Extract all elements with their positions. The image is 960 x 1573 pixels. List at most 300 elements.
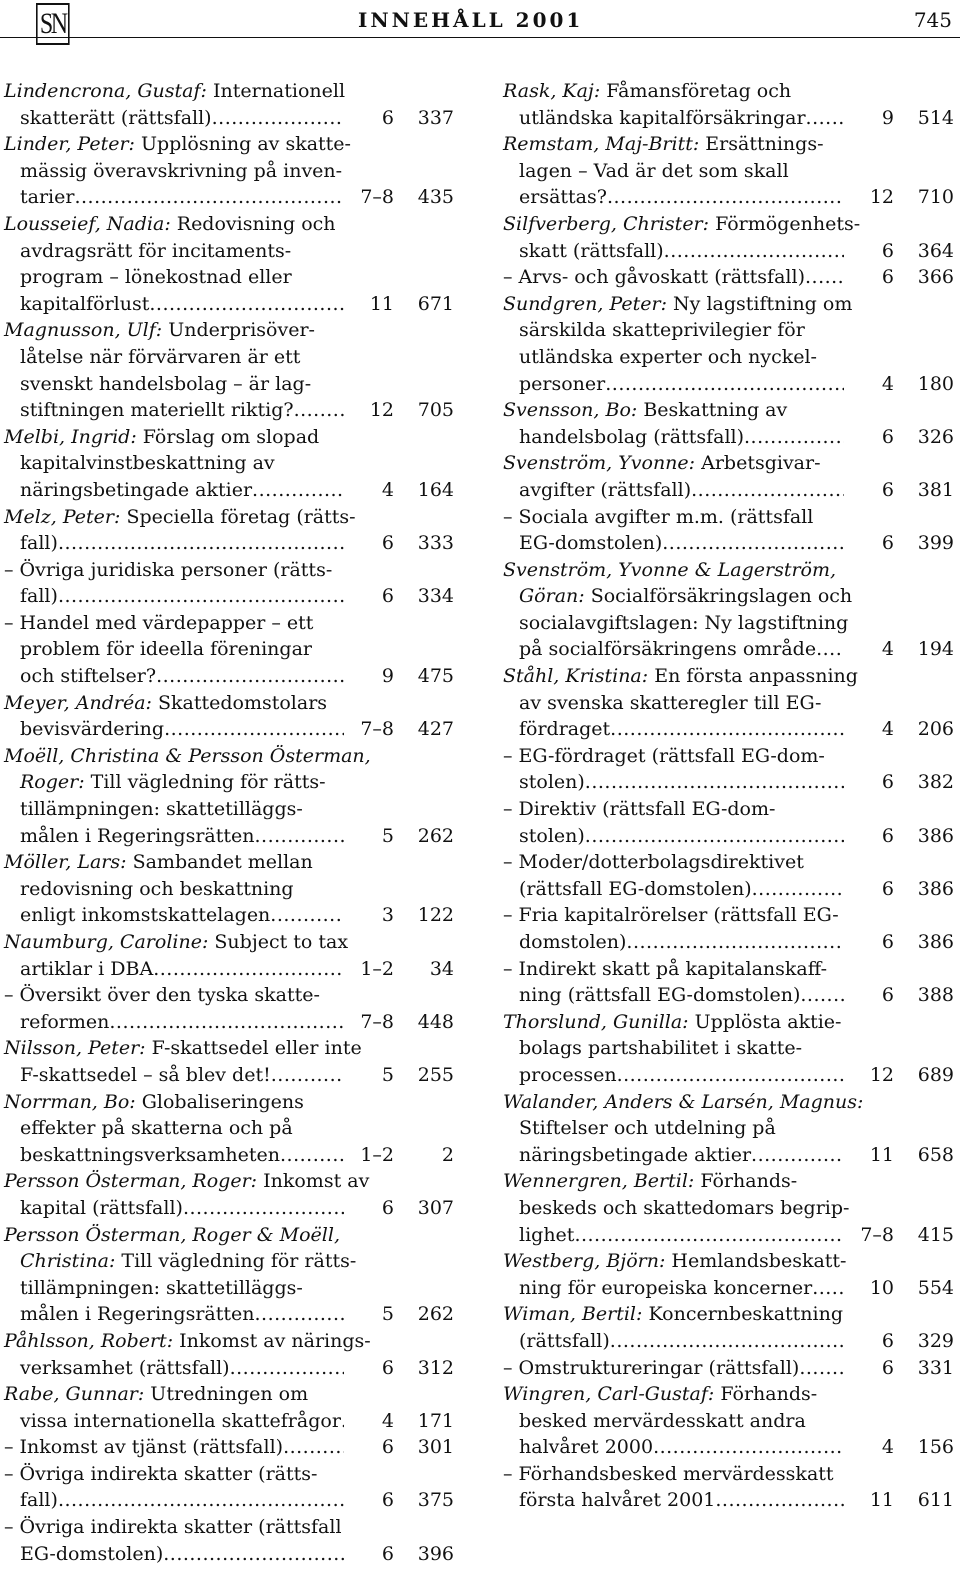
entry-line — [503, 823, 954, 850]
issue-number: 6 — [881, 1329, 894, 1352]
entry-line — [503, 1381, 954, 1408]
entry-line — [503, 1062, 954, 1089]
entry-line — [503, 1355, 954, 1382]
entry-text: Walander, Anders & Larsén, Magnus: — [503, 1090, 864, 1113]
index-entry — [503, 504, 954, 557]
entry-line — [4, 1035, 454, 1062]
entry-line — [503, 158, 954, 185]
leader-dots — [149, 291, 344, 318]
entry-line — [4, 131, 454, 158]
issue-number: 6 — [381, 1196, 394, 1219]
issue-number: 7–8 — [360, 186, 394, 209]
entry-line — [503, 317, 954, 344]
entry-text: Stiftelser och utdelning på — [519, 1117, 776, 1140]
entry-text: Wennergren, Bertil: Förhands- — [503, 1170, 798, 1193]
entry-line — [4, 1115, 454, 1142]
index-entry — [503, 1009, 954, 1089]
entry-text: stiftningen materiellt riktig? — [20, 399, 294, 422]
leader-dots — [812, 1275, 844, 1302]
journal-logo: SN — [36, 3, 70, 45]
leader-dots — [617, 1062, 844, 1089]
entry-text: handelsbolag (rättsfall) — [519, 425, 745, 448]
entry-line — [503, 1487, 954, 1514]
entry-line — [4, 823, 454, 850]
leader-dots — [230, 1355, 344, 1382]
page-reference: 331 — [917, 1356, 954, 1379]
entry-line — [4, 1168, 454, 1195]
issue-number: 9 — [881, 106, 894, 129]
issue-number: 6 — [381, 585, 394, 608]
page-reference: 156 — [917, 1436, 954, 1459]
index-entry — [4, 504, 454, 557]
leader-dots — [585, 823, 844, 850]
issue-number: 6 — [381, 106, 394, 129]
entry-line — [4, 743, 454, 770]
leader-dots — [605, 371, 844, 398]
entry-line — [4, 424, 454, 451]
leader-dots — [752, 876, 844, 903]
leader-dots — [715, 1487, 844, 1514]
entry-line — [503, 450, 954, 477]
entry-text: tillämpningen: skattetilläggs- — [20, 798, 303, 821]
entry-line — [503, 1195, 954, 1222]
entry-text: Göran: Socialförsäkringslagen och — [519, 585, 853, 608]
entry-text: bevisvärdering — [20, 718, 165, 741]
entry-text: Remstam, Maj-Britt: Ersättnings- — [503, 133, 824, 156]
entry-line — [4, 769, 454, 796]
entry-text: besked mervärdesskatt andra — [519, 1409, 806, 1432]
entry-line — [4, 982, 454, 1009]
index-entry — [4, 1222, 454, 1328]
page-reference: 415 — [917, 1223, 954, 1246]
index-entry — [503, 78, 954, 131]
entry-text: program – lönekostnad eller — [20, 266, 292, 289]
index-entry — [503, 1381, 954, 1461]
entry-line — [503, 264, 954, 291]
entry-line — [503, 929, 954, 956]
entry-text: Norrman, Bo: Globaliseringens — [4, 1090, 304, 1113]
entry-line — [4, 397, 454, 424]
page-number: 745 — [910, 8, 952, 32]
entry-line — [4, 902, 454, 929]
entry-text: beskeds och skattedomars begrip- — [519, 1196, 850, 1219]
page-reference: 164 — [417, 478, 454, 501]
entry-line — [4, 557, 454, 584]
entry-line — [503, 663, 954, 690]
entry-text: kapitalförlust — [20, 292, 150, 315]
index-column-left — [4, 78, 454, 1567]
entry-line — [503, 291, 954, 318]
entry-text: avdragsrätt för incitaments- — [20, 239, 292, 262]
entry-line — [4, 1195, 454, 1222]
entry-line — [503, 636, 954, 663]
leader-dots — [610, 716, 844, 743]
entry-line — [503, 371, 954, 398]
issue-number: 6 — [881, 266, 894, 289]
page-reference: 194 — [917, 638, 954, 661]
index-entry — [503, 849, 954, 902]
leader-dots — [585, 769, 844, 796]
page-reference: 554 — [917, 1276, 954, 1299]
issue-number: 6 — [381, 1436, 394, 1459]
entry-text: låtelse när förvärvaren är ett — [20, 345, 301, 368]
index-entry — [4, 1434, 454, 1461]
leader-dots — [607, 184, 844, 211]
entry-line — [4, 663, 454, 690]
issue-number: 6 — [381, 1356, 394, 1379]
page-reference: 337 — [417, 106, 454, 129]
entry-text: Ståhl, Kristina: En första anpassning — [503, 665, 858, 688]
entry-line — [4, 1381, 454, 1408]
entry-text: – Indirekt skatt på kapitalanskaff- — [503, 957, 827, 980]
entry-line — [4, 610, 454, 637]
entry-text: – Moder/dotterbolagsdirektivet — [503, 851, 804, 874]
entry-text: problem för ideella föreningar — [20, 638, 312, 661]
entry-line — [503, 610, 954, 637]
index-entry — [503, 1248, 954, 1301]
entry-line — [4, 716, 454, 743]
entry-line — [503, 849, 954, 876]
issue-number: 1–2 — [360, 1143, 394, 1166]
issue-number: 3 — [381, 904, 394, 927]
page-reference: 386 — [917, 824, 954, 847]
entry-text: Påhlsson, Robert: Inkomst av närings- — [4, 1329, 371, 1352]
entry-text: bolags partshabilitet i skatte- — [519, 1037, 803, 1060]
index-entry — [4, 1168, 454, 1221]
index-entry — [4, 424, 454, 504]
entry-text: effekter på skatterna och på — [20, 1117, 293, 1140]
entry-text: reformen — [20, 1010, 110, 1033]
index-entry — [4, 743, 454, 849]
entry-text: socialavgiftslagen: Ny lagstiftning — [519, 611, 849, 634]
leader-dots — [805, 264, 844, 291]
entry-text: Linder, Peter: Upplösning av skatte- — [4, 133, 351, 156]
index-entry — [4, 1461, 454, 1514]
entry-text: skatterätt (rättsfall) — [20, 106, 212, 129]
entry-line — [503, 796, 954, 823]
entry-line — [503, 1328, 954, 1355]
entry-text: Melbi, Ingrid: Förslag om slopad — [4, 425, 320, 448]
entry-line — [503, 1035, 954, 1062]
page-reference: 710 — [917, 186, 954, 209]
page-reference: 326 — [917, 425, 954, 448]
page-reference: 381 — [917, 478, 954, 501]
issue-number: 6 — [881, 771, 894, 794]
leader-dots — [280, 1142, 344, 1169]
page-reference: 255 — [417, 1063, 454, 1086]
entry-text: EG-domstolen) — [20, 1542, 164, 1565]
entry-text: – Övriga indirekta skatter (rätts- — [4, 1462, 318, 1485]
entry-line — [503, 956, 954, 983]
entry-text: Naumburg, Caroline: Subject to tax — [4, 931, 349, 953]
issue-number: 6 — [381, 1542, 394, 1565]
entry-text: Melz, Peter: Speciella företag (rätts- — [4, 505, 356, 528]
index-entry — [4, 610, 454, 690]
entry-line — [503, 105, 954, 132]
entry-text: lighet — [519, 1223, 575, 1246]
page-reference: 122 — [417, 904, 454, 927]
entry-line — [4, 1301, 454, 1328]
leader-dots — [58, 583, 344, 610]
entry-line — [4, 1062, 454, 1089]
entry-text: – Översikt över den tyska skatte- — [4, 984, 320, 1007]
entry-line — [503, 1009, 954, 1036]
entry-text: utländska experter och nyckel- — [519, 345, 817, 368]
entry-line — [4, 796, 454, 823]
page-reference: 262 — [417, 824, 454, 847]
index-entry — [4, 849, 454, 929]
page-reference: 34 — [429, 957, 454, 980]
entry-line — [4, 1514, 454, 1541]
entry-text: stolen) — [519, 771, 585, 794]
entry-line — [503, 211, 954, 238]
header-rule — [0, 37, 960, 38]
entry-line — [503, 397, 954, 424]
entry-text: Persson Österman, Roger: Inkomst av — [4, 1170, 370, 1193]
entry-text: Moëll, Christina & Persson Österman, — [4, 744, 371, 767]
issue-number: 10 — [869, 1276, 894, 1299]
entry-text: – Förhandsbesked mervärdesskatt — [503, 1462, 834, 1485]
entry-text: – Arvs- och gåvoskatt (rättsfall) — [503, 266, 805, 289]
entry-text: Rask, Kaj: Fåmansföretag och — [503, 80, 792, 102]
index-entry — [4, 1514, 454, 1567]
entry-line — [503, 1301, 954, 1328]
entry-text: processen — [519, 1063, 617, 1086]
page-reference: 386 — [917, 931, 954, 953]
entry-text: Nilsson, Peter: F-skattsedel eller inte — [4, 1037, 362, 1060]
entry-line — [4, 1408, 454, 1435]
leader-dots — [156, 663, 344, 690]
entry-text: näringsbetingade aktier — [519, 1143, 752, 1166]
entry-text: – Fria kapitalrörelser (rättsfall EG- — [503, 904, 839, 927]
issue-number: 1–2 — [360, 957, 394, 980]
entry-line — [4, 450, 454, 477]
leader-dots — [252, 477, 344, 504]
entry-line — [4, 690, 454, 717]
issue-number: 4 — [881, 1436, 894, 1459]
entry-text: på socialförsäkringens område — [519, 638, 817, 661]
leader-dots — [800, 982, 844, 1009]
index-entry — [503, 264, 954, 291]
leader-dots — [610, 1328, 844, 1355]
entry-text: tillämpningen: skattetilläggs- — [20, 1276, 303, 1299]
entry-text: Christina: Till vägledning för rätts- — [20, 1250, 357, 1273]
entry-line — [4, 184, 454, 211]
issue-number: 11 — [869, 1489, 894, 1512]
leader-dots — [799, 1355, 844, 1382]
index-entry — [4, 929, 454, 982]
entry-line — [503, 1248, 954, 1275]
index-entry — [503, 902, 954, 955]
entry-line — [503, 902, 954, 929]
entry-line — [4, 849, 454, 876]
entry-text: Westberg, Björn: Hemlandsbeskatt- — [503, 1250, 847, 1273]
entry-text: skatt (rättsfall) — [519, 239, 664, 262]
page-reference: 262 — [417, 1303, 454, 1326]
entry-text: (rättsfall EG-domstolen) — [519, 877, 752, 900]
issue-number: 11 — [369, 292, 394, 315]
entry-line — [503, 78, 954, 105]
entry-line — [4, 1328, 454, 1355]
issue-number: 4 — [381, 1409, 394, 1432]
entry-line — [503, 131, 954, 158]
page-reference: 448 — [417, 1010, 454, 1033]
leader-dots — [691, 477, 844, 504]
page-reference: 171 — [417, 1409, 454, 1432]
leader-dots — [653, 1434, 844, 1461]
issue-number: 6 — [881, 532, 894, 555]
entry-text: – Direktiv (rättsfall EG-dom- — [503, 798, 776, 821]
entry-text: halvåret 2000 — [519, 1436, 654, 1459]
entry-text: Roger: Till vägledning för rätts- — [20, 771, 326, 794]
leader-dots — [751, 1142, 844, 1169]
index-entry — [4, 317, 454, 423]
entry-line — [503, 238, 954, 265]
issue-number: 4 — [881, 718, 894, 741]
index-column-right — [503, 78, 954, 1514]
entry-text: personer — [519, 372, 606, 395]
page-reference: 307 — [417, 1196, 454, 1219]
entry-text: särskilda skatteprivilegier för — [519, 319, 805, 342]
page-reference: 689 — [917, 1063, 954, 1086]
issue-number: 11 — [869, 1143, 894, 1166]
entry-line — [503, 344, 954, 371]
index-entry — [503, 557, 954, 663]
index-entry — [503, 131, 954, 211]
entry-text: ning (rättsfall EG-domstolen) — [519, 984, 801, 1007]
entry-line — [4, 1434, 454, 1461]
entry-text: domstolen) — [519, 931, 627, 953]
index-entry — [503, 796, 954, 849]
entry-line — [4, 477, 454, 504]
entry-text: beskattningsverksamheten — [20, 1143, 280, 1166]
entry-line — [4, 158, 454, 185]
leader-dots — [58, 1487, 344, 1514]
entry-text: enligt inkomstskattelagen — [20, 904, 271, 927]
leader-dots — [109, 1009, 344, 1036]
entry-text: Persson Österman, Roger & Moëll, — [4, 1223, 340, 1246]
index-entry — [503, 663, 954, 743]
entry-line — [503, 690, 954, 717]
entry-line — [4, 1275, 454, 1302]
entry-text: kapital (rättsfall) — [20, 1196, 183, 1219]
entry-text: – Sociala avgifter m.m. (rättsfall — [503, 505, 814, 528]
index-entry — [4, 78, 454, 131]
entry-text: Thorslund, Gunilla: Upplösta aktie- — [503, 1010, 842, 1033]
leader-dots — [255, 823, 345, 850]
entry-text: fall) — [20, 585, 58, 608]
entry-text: redovisning och beskattning — [20, 877, 294, 900]
entry-line — [4, 1461, 454, 1488]
entry-line — [4, 238, 454, 265]
entry-line — [503, 1168, 954, 1195]
entry-text: verksamhet (rättsfall) — [20, 1356, 230, 1379]
entry-text: Svensson, Bo: Beskattning av — [503, 399, 788, 422]
entry-line — [503, 743, 954, 770]
leader-dots — [163, 1541, 344, 1568]
index-entry — [503, 211, 954, 264]
issue-number: 6 — [381, 1489, 394, 1512]
page-reference: 375 — [417, 1489, 454, 1512]
leader-dots — [744, 424, 844, 451]
running-title: INNEHÅLL 2001 — [354, 8, 587, 32]
issue-number: 4 — [881, 638, 894, 661]
leader-dots — [816, 636, 844, 663]
page-reference: 206 — [917, 718, 954, 741]
entry-line — [4, 1089, 454, 1116]
entry-line — [4, 1009, 454, 1036]
entry-line — [4, 317, 454, 344]
entry-line — [503, 769, 954, 796]
issue-number: 6 — [881, 425, 894, 448]
index-entry — [503, 1089, 954, 1169]
entry-text: Svenström, Yvonne: Arbetsgivar- — [503, 452, 821, 475]
page-reference: 312 — [417, 1356, 454, 1379]
leader-dots — [74, 184, 344, 211]
entry-line — [4, 1222, 454, 1249]
page-reference: 514 — [917, 106, 954, 129]
issue-number: 6 — [881, 931, 894, 953]
entry-text: – Övriga juridiska personer (rätts- — [4, 558, 333, 581]
entry-line — [503, 530, 954, 557]
entry-line — [503, 716, 954, 743]
page-reference: 399 — [917, 532, 954, 555]
entry-line — [4, 1248, 454, 1275]
page-reference: 2 — [441, 1143, 454, 1166]
page-reference: 301 — [417, 1436, 454, 1459]
index-entry — [4, 211, 454, 317]
issue-number: 4 — [881, 372, 894, 395]
entry-text: ersättas? — [519, 186, 607, 209]
page-reference: 705 — [417, 399, 454, 422]
issue-number: 7–8 — [860, 1223, 894, 1246]
entry-line — [503, 583, 954, 610]
entry-line — [503, 1089, 954, 1116]
index-entry — [503, 1168, 954, 1248]
entry-text: Sundgren, Peter: Ny lagstiftning om — [503, 292, 853, 315]
entry-text: fall) — [20, 1489, 58, 1512]
page-reference: 658 — [917, 1143, 954, 1166]
issue-number: 9 — [381, 665, 394, 688]
issue-number: 12 — [869, 1063, 894, 1086]
page-reference: 671 — [417, 292, 454, 315]
issue-number: 12 — [369, 399, 394, 422]
entry-line — [503, 504, 954, 531]
leader-dots — [58, 530, 344, 557]
entry-line — [503, 1115, 954, 1142]
entry-line — [503, 477, 954, 504]
index-entry — [503, 1461, 954, 1514]
entry-line — [4, 211, 454, 238]
index-entry — [503, 1301, 954, 1354]
entry-text: Lindencrona, Gustaf: Internationell — [4, 80, 346, 102]
entry-text: – EG-fördraget (rättsfall EG-dom- — [503, 744, 825, 767]
entry-text: tarier — [20, 186, 75, 209]
entry-text: Silfverberg, Christer: Förmögenhets- — [503, 212, 861, 235]
entry-text: F-skattsedel – så blev det! — [20, 1063, 271, 1086]
leader-dots — [153, 956, 344, 983]
index-entry — [503, 956, 954, 1009]
leader-dots — [255, 1301, 345, 1328]
entry-text: mässig överavskrivning på inven- — [20, 159, 343, 182]
issue-number: 6 — [881, 1356, 894, 1379]
leader-dots — [183, 1195, 344, 1222]
page-reference: 180 — [917, 372, 954, 395]
entry-text: EG-domstolen) — [519, 532, 663, 555]
page-reference: 364 — [917, 239, 954, 262]
entry-text: – Övriga indirekta skatter (rättsfall — [4, 1516, 342, 1539]
index-entry — [4, 1089, 454, 1169]
